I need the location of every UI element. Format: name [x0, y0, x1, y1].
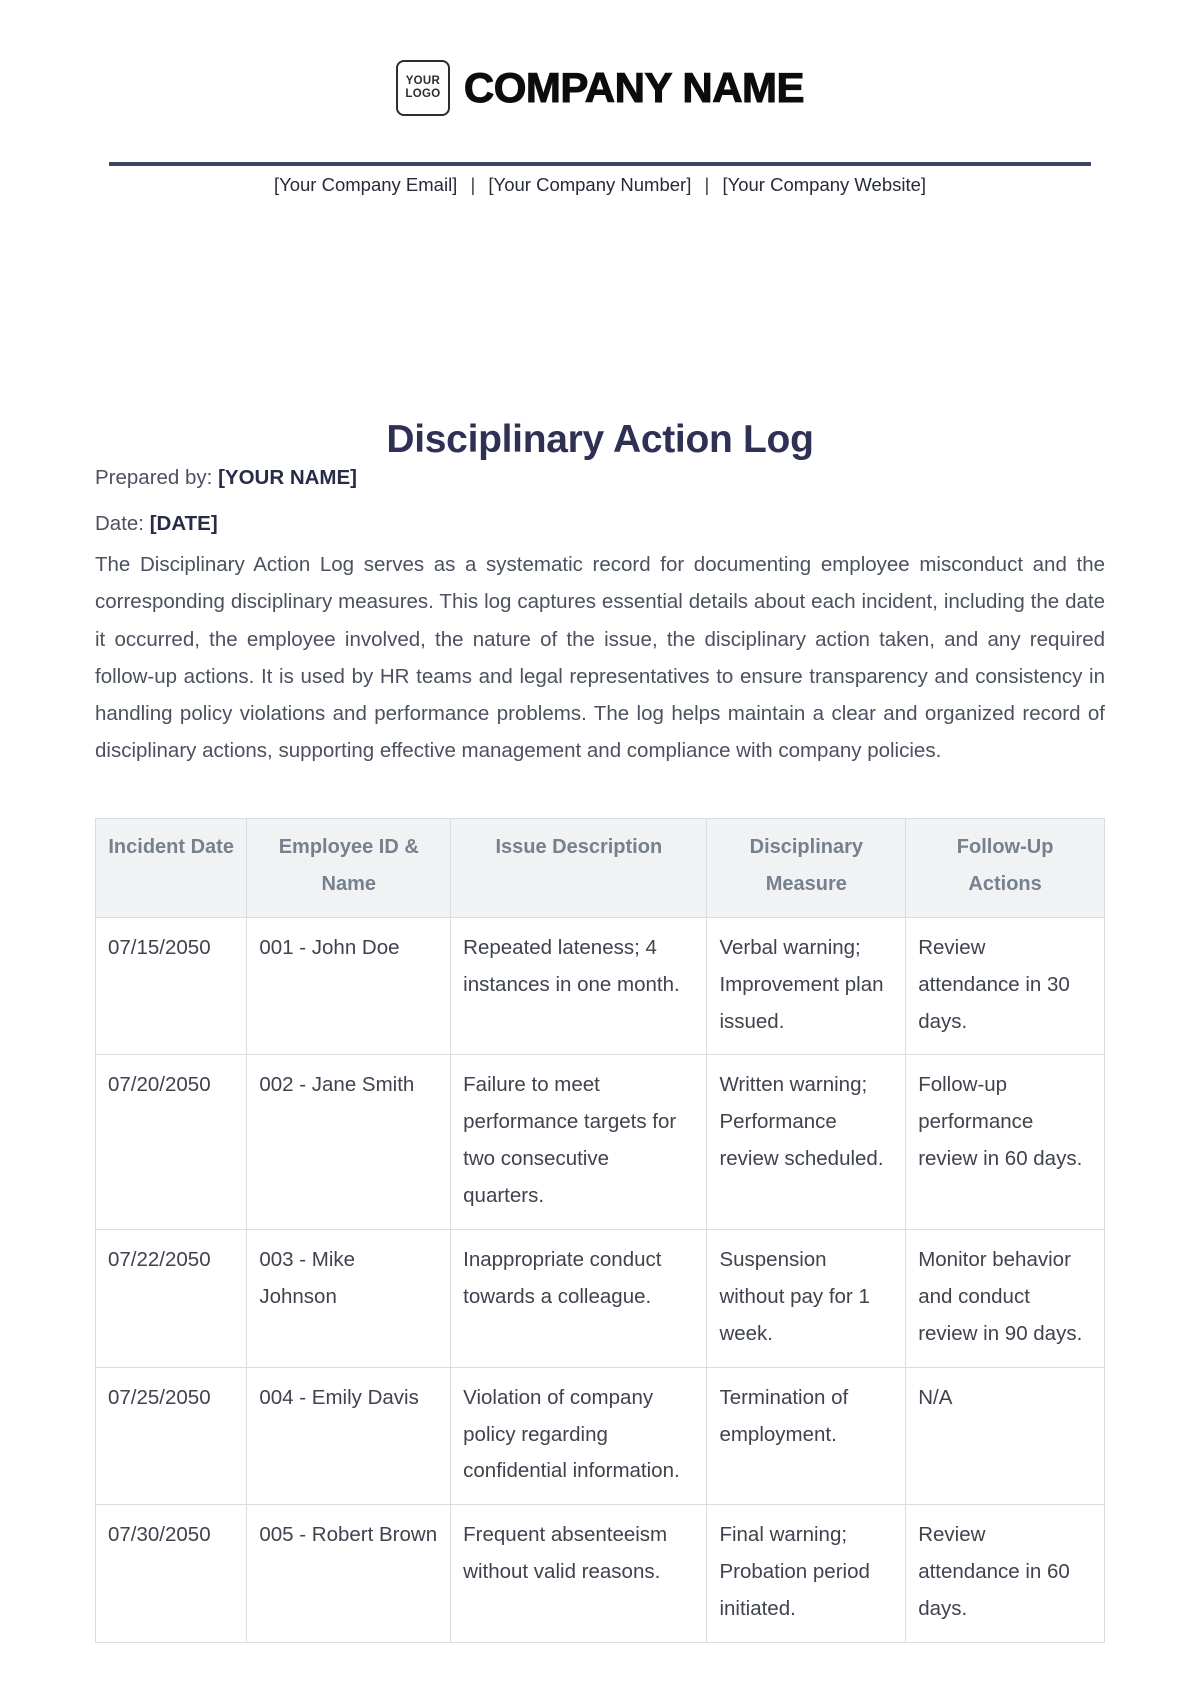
table-cell: 004 - Emily Davis	[247, 1367, 451, 1505]
table-cell: Follow-up performance review in 60 days.	[906, 1055, 1105, 1230]
column-header-followup: Follow-Up Actions	[906, 818, 1105, 917]
table-cell: Frequent absenteeism without valid reasons.	[451, 1505, 707, 1643]
table-cell: Monitor behavior and conduct review in 90 days.	[906, 1230, 1105, 1368]
company-logo-placeholder	[396, 60, 450, 116]
table-cell: Review attendance in 60 days.	[906, 1505, 1105, 1643]
table-cell: Review attendance in 30 days.	[906, 917, 1105, 1055]
prepared-by-value: [YOUR NAME]	[218, 466, 358, 489]
document-page	[95, 0, 1105, 1643]
table-cell: N/A	[906, 1367, 1105, 1505]
log-table-body	[96, 917, 1105, 1642]
table-cell: 07/20/2050	[96, 1055, 247, 1230]
prepared-by-line	[95, 466, 1105, 490]
table-cell: 07/15/2050	[96, 917, 247, 1055]
table-header	[96, 818, 1105, 917]
company-email: [Your Company Email]	[273, 174, 458, 195]
table-row	[96, 1505, 1105, 1643]
document-description: The Disciplinary Action Log serves as a systematic record for documenting employee misconduct and the corresponding disciplinary measures. This log captures essential details about each incident, including the date it occurred, the employee involved, the nature of the issue, the disciplinary action taken, and any required follow-up actions. It is used by HR teams and legal representatives to ensure transparency and consistency in handling policy violations and performance problems. The log helps maintain a clear and organized record of disciplinary actions, supporting effective management and compliance with company policies.	[95, 553, 1105, 763]
contact-line	[95, 174, 1105, 196]
table-header-row	[96, 818, 1105, 917]
logo-text-line2: LOGO	[405, 88, 441, 100]
date-value: [DATE]	[149, 512, 218, 535]
contact-separator: |	[704, 174, 710, 195]
table-cell: 07/25/2050	[96, 1367, 247, 1505]
company-number: [Your Company Number]	[488, 174, 692, 195]
table-row	[96, 917, 1105, 1055]
column-header-measure: Disciplinary Measure	[707, 818, 906, 917]
logo-text-line1: YOUR	[405, 74, 441, 87]
contact-separator: |	[470, 174, 476, 195]
table-cell: Suspension without pay for 1 week.	[707, 1230, 906, 1368]
prepared-by-label: Prepared by:	[95, 466, 213, 489]
table-cell: Written warning; Performance review scheduled.	[707, 1055, 906, 1230]
table-row	[96, 1230, 1105, 1368]
table-cell: Repeated lateness; 4 instances in one month.	[451, 917, 707, 1055]
table-cell: 005 - Robert Brown	[247, 1505, 451, 1643]
header-divider-rule	[109, 162, 1091, 166]
company-website: [Your Company Website]	[722, 174, 927, 195]
page-title: Disciplinary Action Log	[386, 418, 814, 461]
table-cell: 002 - Jane Smith	[247, 1055, 451, 1230]
table-cell: Verbal warning; Improvement plan issued.	[707, 917, 906, 1055]
table-cell: 003 - Mike Johnson	[247, 1230, 451, 1368]
column-header-issue: Issue Description	[451, 818, 707, 917]
company-name: COMPANY NAME	[463, 64, 805, 111]
table-cell: Violation of company policy regarding confidential information.	[451, 1367, 707, 1505]
table-row	[96, 1367, 1105, 1505]
table-cell: 07/22/2050	[96, 1230, 247, 1368]
table-cell: Final warning; Probation period initiated.	[707, 1505, 906, 1643]
date-line	[95, 512, 1105, 536]
column-header-incident-date: Incident Date	[96, 818, 247, 917]
table-cell: Termination of employment.	[707, 1367, 906, 1505]
date-label: Date:	[95, 512, 144, 535]
table-cell: Inappropriate conduct towards a colleague.	[451, 1230, 707, 1368]
table-cell: Failure to meet performance targets for two consecutive quarters.	[451, 1055, 707, 1230]
disciplinary-log-table	[95, 818, 1105, 1643]
table-row	[96, 1055, 1105, 1230]
table-cell: 07/30/2050	[96, 1505, 247, 1643]
letterhead	[95, 60, 1105, 116]
column-header-employee: Employee ID & Name	[247, 818, 451, 917]
table-cell: 001 - John Doe	[247, 917, 451, 1055]
